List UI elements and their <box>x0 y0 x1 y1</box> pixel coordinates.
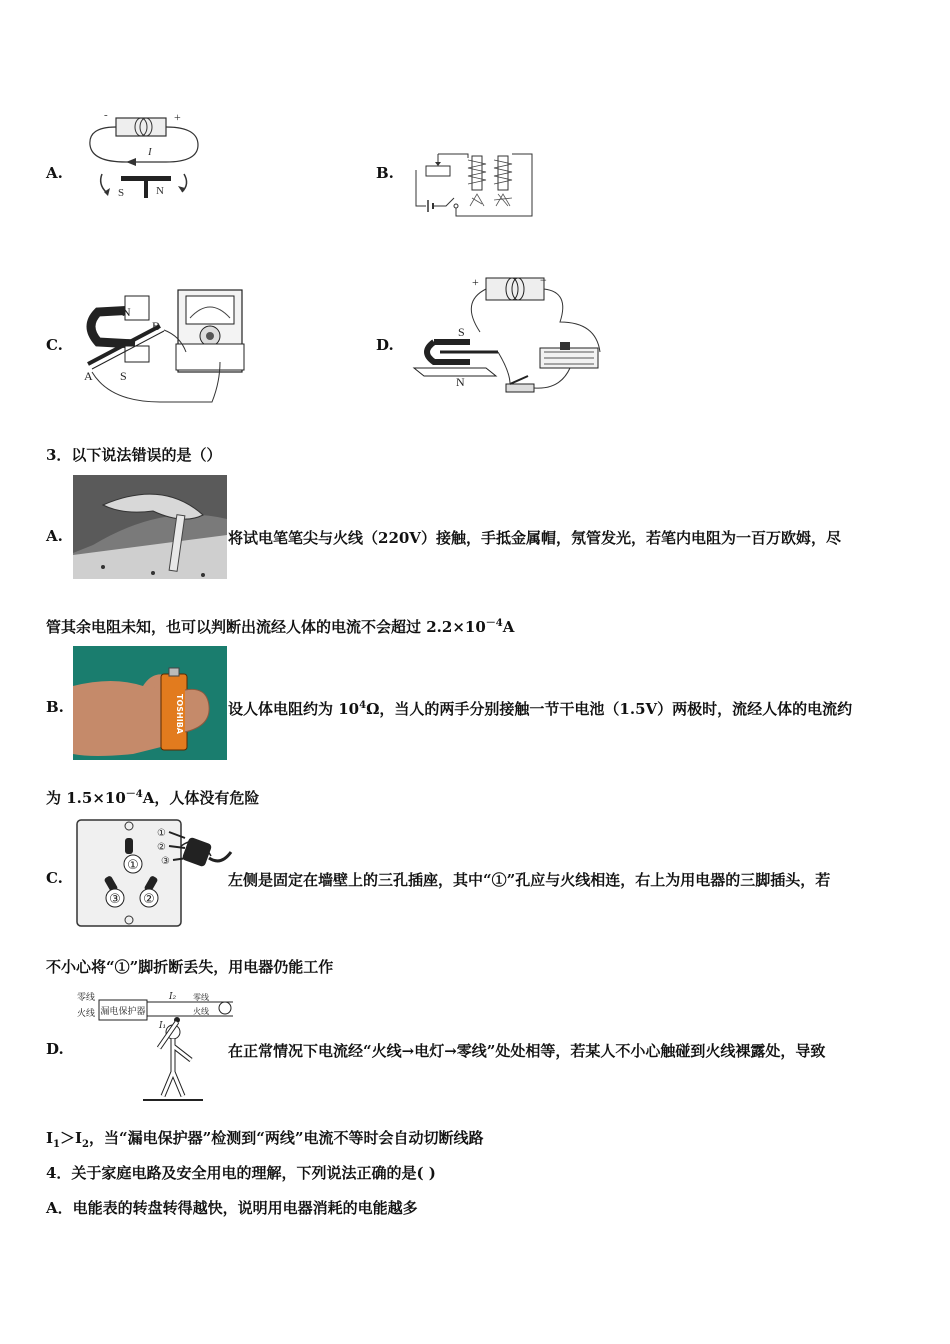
battery-photo <box>73 646 227 760</box>
battery-brand: TOSHIBA <box>175 694 184 734</box>
fig-a-current: I <box>148 146 152 158</box>
q3-d-line1: 在正常情况下电流经“火线→电灯→零线”处处相等，若某人不小心触碰到火线裸露处，导致 <box>228 1042 826 1060</box>
q3-option-a-label: A. <box>46 527 63 545</box>
fig-d-minus: − <box>540 273 547 287</box>
q3-d-line2: $I_1>I_2$，当“漏电保护器”检测到“两线”电流不等时会自动切断线路 <box>46 1129 484 1150</box>
fig-a-plus: + <box>174 110 181 124</box>
fig-c-s: S <box>120 369 127 383</box>
q3-option-c-label: C. <box>46 869 63 887</box>
fig-d-n: N <box>456 375 465 389</box>
option-a-label: A. <box>46 164 63 182</box>
option-d-label: D. <box>376 336 394 354</box>
fig-d-plus: + <box>472 275 479 289</box>
figure-d-motor-setup <box>410 272 606 404</box>
fig-i1: I₁ <box>159 1021 167 1031</box>
q3-stem: 3．以下说法错误的是（） <box>46 446 222 464</box>
plug-pin-2: ② <box>157 842 166 853</box>
test-pen-photo <box>73 475 227 579</box>
fig-a-minus: - <box>104 109 108 121</box>
fig-c-b: B <box>152 319 161 333</box>
fig-fire-line-left: 火线 <box>77 1009 96 1019</box>
socket-hole-2: ② <box>143 892 155 907</box>
fig-a-n: N <box>156 185 164 197</box>
figure-a-coil-compass <box>86 108 206 207</box>
leakage-protector-figure <box>73 988 237 1108</box>
q3-c-line2: 不小心将“①”脚折断丢失，用电器仍能工作 <box>46 958 334 976</box>
q3-b-line2: 为 $1.5\times 10^{-4}A$，人体没有危险 <box>46 789 260 807</box>
fig-i2: I₂ <box>169 992 177 1002</box>
plug-pin-1: ① <box>157 828 166 839</box>
socket-hole-1: ① <box>127 858 139 873</box>
fig-zero-line-left: 零线 <box>77 993 96 1003</box>
figure-b-electromagnets <box>406 148 538 224</box>
q3-a-line1: 将试电笔笔尖与火线（220V）接触，手抵金属帽，氖管发光，若笔内电阻为一百万欧姆，尽 <box>228 529 841 547</box>
fig-protector: 漏电保护器 <box>100 1007 146 1017</box>
option-c-label: C. <box>46 336 63 354</box>
q3-a-line2: 管其余电阻未知，也可以判断出流经人体的电流不会超过 $2.2\times 10^{-4}A$ <box>46 618 515 636</box>
plug-pin-3: ③ <box>161 856 170 867</box>
three-hole-socket-figure <box>73 816 233 934</box>
fig-fire-line-right: 火线 <box>193 1007 209 1016</box>
figure-c-galvanometer <box>80 282 248 414</box>
q3-b-line1: 设人体电阻约为 $10^4\Omega$，当人的两手分别接触一节干电池（1.5V）两极时，流经人体的电流约 <box>228 700 853 718</box>
fig-zero-line-right: 零线 <box>193 993 209 1002</box>
q4-stem: 4．关于家庭电路及安全用电的理解，下列说法正确的是( ) <box>46 1164 436 1182</box>
q4-option-a: A．电能表的转盘转得越快，说明用电器消耗的电能越多 <box>46 1199 418 1217</box>
fig-c-a: A <box>84 369 93 383</box>
fig-a-s: S <box>118 187 125 199</box>
q3-option-d-label: D. <box>46 1040 64 1058</box>
q3-option-b-label: B. <box>46 698 64 716</box>
fig-c-n: N <box>122 305 131 319</box>
q3-c-line1: 左侧是固定在墙壁上的三孔插座，其中“①”孔应与火线相连，右上为用电器的三脚插头，若 <box>228 871 831 889</box>
option-b-label: B. <box>376 164 394 182</box>
fig-d-s: S <box>458 325 465 339</box>
socket-hole-3: ③ <box>109 892 121 907</box>
